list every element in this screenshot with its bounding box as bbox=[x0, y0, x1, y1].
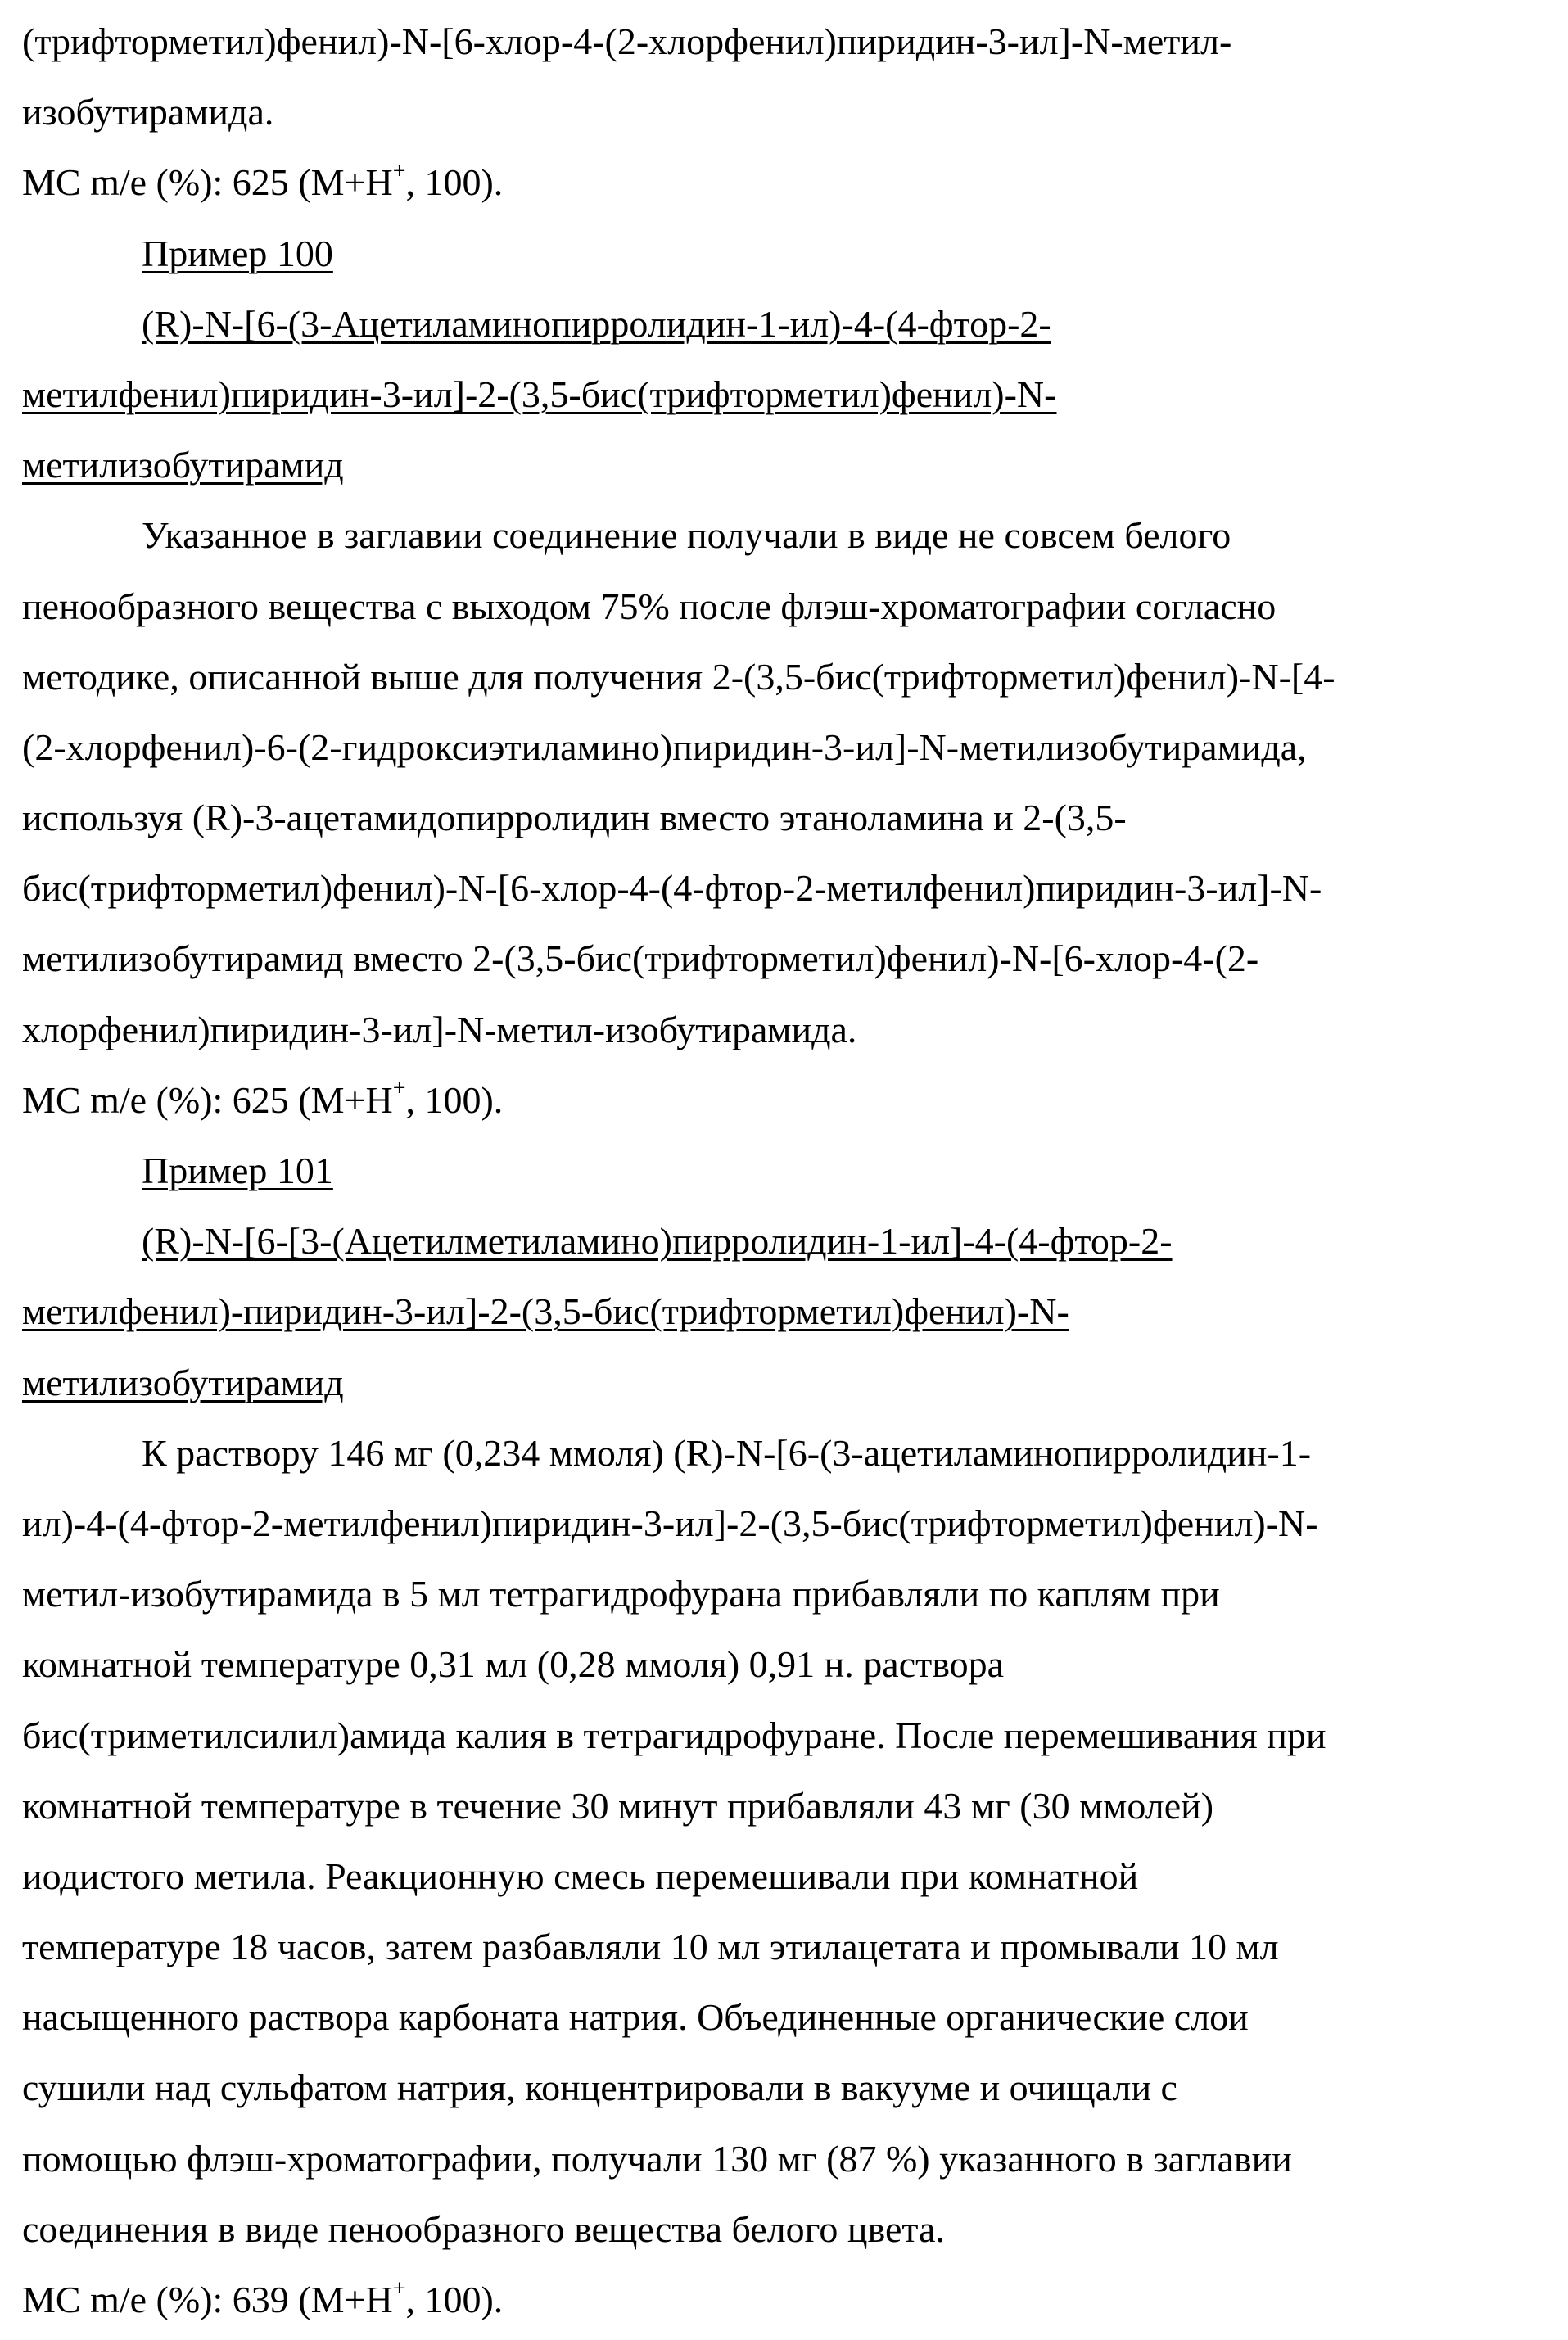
line-text: пенообразного вещества с выходом 75% после флэш-хроматографии согласно bbox=[22, 585, 1276, 627]
compound-title bbox=[22, 1206, 1552, 1276]
text-line bbox=[22, 995, 1552, 1065]
compound-title bbox=[22, 359, 1552, 430]
line-text: (R)-N-[6-(3-Ацетиламинопирролидин-1-ил)-4-(4-фтор-2- bbox=[142, 303, 1051, 345]
text-line bbox=[22, 642, 1552, 712]
line-text: бис(трифторметил)фенил)-N-[6-хлор-4-(4-фтор-2-метилфенил)пиридин-3-ил]-N- bbox=[22, 867, 1322, 909]
line-text: (R)-N-[6-[3-(Ацетилметиламино)пирролидин-1-ил]-4-(4-фтор-2- bbox=[142, 1220, 1173, 1262]
line-text: соединения в виде пенообразного вещества белого цвета. bbox=[22, 2208, 945, 2250]
line-text: сушили над сульфатом натрия, концентрировали в вакууме и очищали с bbox=[22, 2067, 1177, 2108]
line-text: метилфенил)-пиридин-3-ил]-2-(3,5-бис(трифторметил)фенил)-N- bbox=[22, 1290, 1069, 1332]
ms-post: , 100). bbox=[405, 1079, 503, 1121]
text-line bbox=[22, 1629, 1552, 1700]
line-text: используя (R)-3-ацетамидопирролидин вместо этаноламина и 2-(3,5- bbox=[22, 797, 1127, 838]
text-line bbox=[22, 77, 1552, 147]
ms-sup: + bbox=[393, 1076, 406, 1101]
ms-pre: MC m/e (%): 639 (M+H bbox=[22, 2279, 393, 2320]
mass-spec-line bbox=[22, 2265, 1552, 2335]
text-line bbox=[22, 2124, 1552, 2194]
document-page bbox=[22, 7, 1552, 2335]
text-line bbox=[22, 7, 1552, 77]
line-text: ил)-4-(4-фтор-2-метилфенил)пиридин-3-ил]-2-(3,5-бис(трифторметил)фенил)-N- bbox=[22, 1502, 1318, 1544]
text-line bbox=[22, 1418, 1552, 1488]
compound-title bbox=[22, 1348, 1552, 1418]
line-text: помощью флэш-хроматографии, получали 130 мг (87 %) указанного в заглавии bbox=[22, 2138, 1292, 2180]
line-text: (трифторметил)фенил)-N-[6-хлор-4-(2-хлорфенил)пиридин-3-ил]-N-метил- bbox=[22, 20, 1231, 62]
text-line bbox=[22, 2053, 1552, 2123]
text-line bbox=[22, 2194, 1552, 2265]
line-text: метил-изобутирамида в 5 мл тетрагидрофурана прибавляли по каплям при bbox=[22, 1573, 1220, 1615]
text-line bbox=[22, 1771, 1552, 1841]
line-text: (2-хлорфенил)-6-(2-гидроксиэтиламино)пиридин-3-ил]-N-метилизобутирамида, bbox=[22, 726, 1307, 768]
line-text: Указанное в заглавии соединение получали в виде не совсем белого bbox=[142, 514, 1231, 556]
line-text: изобутирамида. bbox=[22, 91, 273, 133]
ms-pre: MC m/e (%): 625 (M+H bbox=[22, 161, 393, 203]
line-text: комнатной температуре в течение 30 минут прибавляли 43 мг (30 ммолей) bbox=[22, 1785, 1213, 1827]
line-text: Пример 101 bbox=[142, 1150, 333, 1191]
ms-sup: + bbox=[393, 2276, 406, 2302]
example-heading bbox=[22, 1136, 1552, 1206]
line-text: метилизобутирамид вместо 2-(3,5-бис(трифторметил)фенил)-N-[6-хлор-4-(2- bbox=[22, 937, 1258, 979]
text-line bbox=[22, 571, 1552, 642]
line-text: иодистого метила. Реакционную смесь перемешивали при комнатной bbox=[22, 1855, 1138, 1897]
text-line bbox=[22, 1488, 1552, 1559]
mass-spec-line bbox=[22, 1065, 1552, 1136]
text-line bbox=[22, 500, 1552, 571]
text-line bbox=[22, 1912, 1552, 1982]
text-line bbox=[22, 783, 1552, 853]
line-text: бис(триметилсилил)амида калия в тетрагидрофуране. После перемешивания при bbox=[22, 1714, 1326, 1756]
ms-post: , 100). bbox=[405, 161, 503, 203]
text-line bbox=[22, 1982, 1552, 2053]
line-text: хлорфенил)пиридин-3-ил]-N-метил-изобутирамида. bbox=[22, 1009, 856, 1050]
text-line bbox=[22, 1559, 1552, 1629]
text-line bbox=[22, 853, 1552, 924]
line-text: методике, описанной выше для получения 2-(3,5-бис(трифторметил)фенил)-N-[4- bbox=[22, 656, 1335, 698]
ms-pre: MC m/e (%): 625 (M+H bbox=[22, 1079, 393, 1121]
line-text: комнатной температуре 0,31 мл (0,28 ммоля) 0,91 н. раствора bbox=[22, 1643, 1004, 1685]
mass-spec-line bbox=[22, 147, 1552, 218]
line-text: К раствору 146 мг (0,234 ммоля) (R)-N-[6-(3-ацетиламинопирролидин-1- bbox=[142, 1432, 1311, 1474]
text-line bbox=[22, 924, 1552, 994]
ms-sup: + bbox=[393, 159, 406, 184]
line-text: метилизобутирамид bbox=[22, 444, 344, 486]
compound-title bbox=[22, 289, 1552, 359]
line-text: метилизобутирамид bbox=[22, 1362, 344, 1403]
compound-title bbox=[22, 430, 1552, 500]
line-text: метилфенил)пиридин-3-ил]-2-(3,5-бис(трифторметил)фенил)-N- bbox=[22, 373, 1056, 415]
text-line bbox=[22, 1841, 1552, 1912]
ms-post: , 100). bbox=[405, 2279, 503, 2320]
example-heading bbox=[22, 219, 1552, 289]
compound-title bbox=[22, 1276, 1552, 1347]
line-text: Пример 100 bbox=[142, 233, 333, 274]
line-text: температуре 18 часов, затем разбавляли 10 мл этилацетата и промывали 10 мл bbox=[22, 1926, 1279, 1967]
text-line bbox=[22, 712, 1552, 783]
line-text: насыщенного раствора карбоната натрия. Объединенные органические слои bbox=[22, 1996, 1249, 2038]
text-line bbox=[22, 1701, 1552, 1771]
